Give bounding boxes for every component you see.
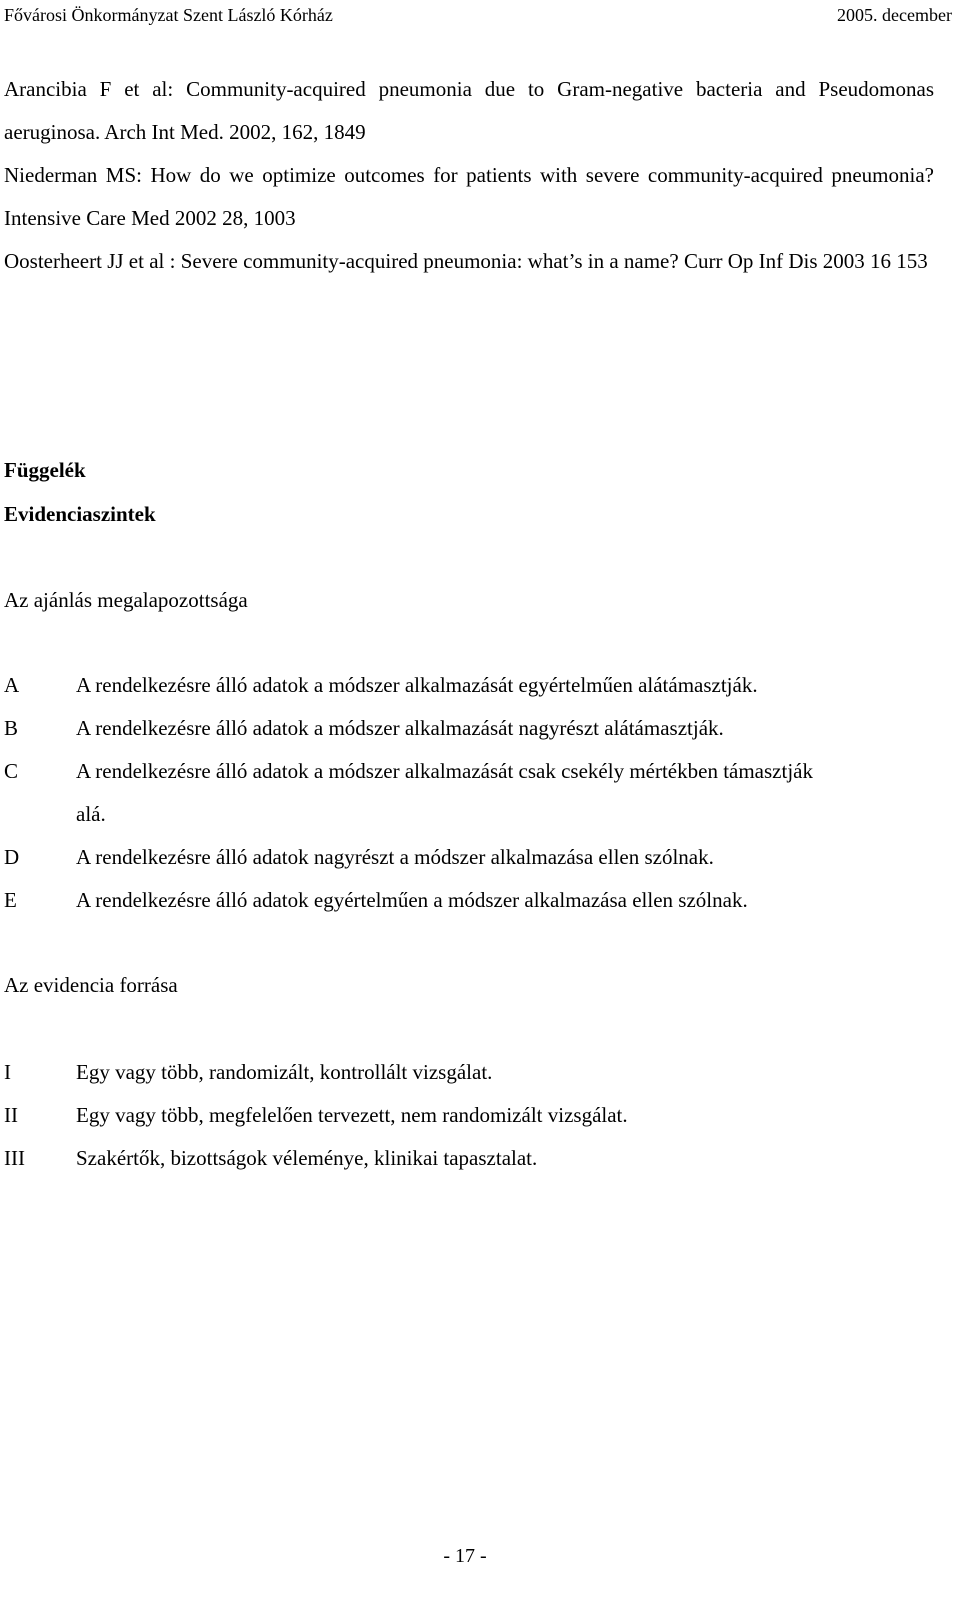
evidence-code: III <box>4 1146 25 1170</box>
evidence-code: I <box>4 1060 11 1084</box>
grade-row <box>4 750 934 836</box>
reference-item: Oosterheert JJ et al : Severe community-acquired pneumonia: what’s in a name? Curr Op Inf Dis 2003 16 153 <box>4 249 928 273</box>
grade-code: A <box>4 673 20 697</box>
grade-code: B <box>4 716 19 740</box>
header-institution: Fővárosi Önkormányzat Szent László Kórház <box>4 5 333 25</box>
grade-description: A rendelkezésre álló adatok a módszer alkalmazását egyértelműen alátámasztják. <box>76 673 758 697</box>
recommendation-grade-list <box>4 664 934 922</box>
grade-row <box>4 707 934 750</box>
evidence-description: Egy vagy több, megfelelően tervezett, nem randomizált vizsgálat. <box>76 1103 628 1127</box>
page-number: - 17 - <box>443 1545 487 1567</box>
evidence-description: Egy vagy több, randomizált, kontrollált vizsgálat. <box>76 1060 493 1084</box>
grade-row <box>4 879 934 922</box>
evidence-row <box>4 1094 934 1137</box>
appendix-title: Függelék <box>4 458 86 482</box>
page-header <box>4 2 952 28</box>
grade-description: A rendelkezésre álló adatok egyértelműen a módszer alkalmazása ellen szólnak. <box>76 888 748 912</box>
grade-row <box>4 664 934 707</box>
grade-code: C <box>4 759 19 783</box>
evidence-level-list <box>4 1051 934 1180</box>
evidence-row <box>4 1137 934 1180</box>
reference-item: Arancibia F et al: Community-acquired pneumonia due to Gram-negative bacteria and Pseudomonas aeruginosa. Arch Int Med. 2002, 162, 1849 <box>4 77 934 144</box>
evidence-row <box>4 1051 934 1094</box>
header-date: 2005. december <box>837 5 952 25</box>
reference-item: Niederman MS: How do we optimize outcomes for patients with severe community-acquired pneumonia? Intensive Care Med 2002 28, 1003 <box>4 163 934 230</box>
evidence-description: Szakértők, bizottságok véleménye, klinikai tapasztalat. <box>76 1146 538 1170</box>
grade-description: A rendelkezésre álló adatok a módszer alkalmazását nagyrészt alátámasztják. <box>76 716 724 740</box>
evidence-source-heading: Az evidencia forrása <box>4 973 178 997</box>
appendix-subtitle: Evidenciaszintek <box>4 502 156 526</box>
recommendation-heading: Az ajánlás megalapozottsága <box>4 588 248 612</box>
reference-list <box>4 68 934 283</box>
grade-code: D <box>4 845 20 869</box>
evidence-code: II <box>4 1103 18 1127</box>
grade-description: A rendelkezésre álló adatok nagyrészt a módszer alkalmazása ellen szólnak. <box>76 845 714 869</box>
grade-description: A rendelkezésre álló adatok a módszer alkalmazását csak csekély mértékben támasztják alá. <box>76 759 813 826</box>
grade-row <box>4 836 934 879</box>
grade-code: E <box>4 888 17 912</box>
